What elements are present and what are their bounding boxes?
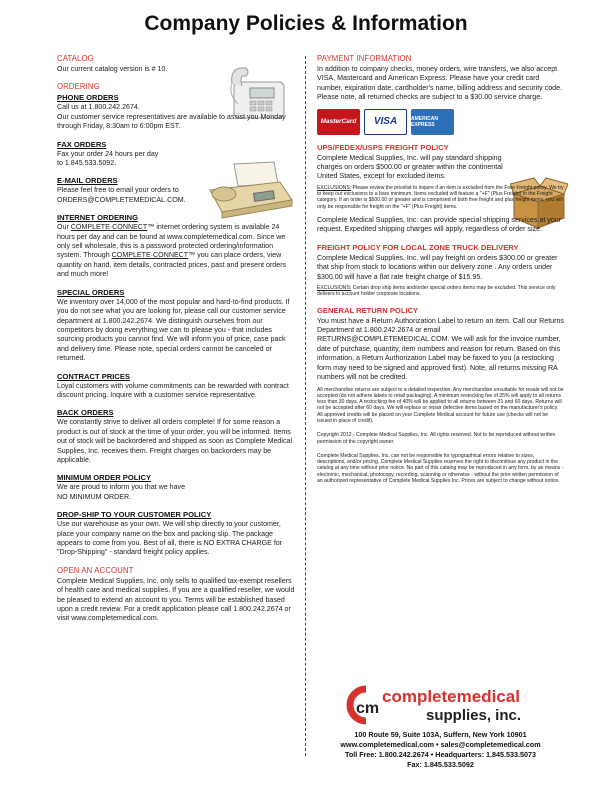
truck-heading: FREIGHT POLICY FOR LOCAL ZONE TRUCK DELIVERY: [317, 242, 519, 252]
phone-orders-text: Call us at 1.800.242.2674. Our customer service representatives are available to assist you Monday through Friday, 8:30am to 6:00pm EST.: [57, 103, 286, 131]
drop-ship-text: Use our warehouse as your own. We will ship directly to your customer, place your company name on the box and packing slip. The package appears to come from you. Best of all, there is NO EXTRA CHARGE for "Drop-Shipping" - standard freight policy applies.: [57, 520, 283, 557]
returns-heading: GENERAL RETURN POLICY: [317, 305, 419, 315]
phone-numbers: Toll Free: 1.800.242.2674 • Headquarters: 1.845.533.5073: [345, 750, 536, 759]
visa-logo: VISA: [364, 109, 407, 135]
right-column: [317, 54, 564, 484]
payment-heading: PAYMENT INFORMATION: [317, 54, 412, 63]
fax-orders-text: Fax your order 24 hours per day to 1.845.533.5092.: [57, 149, 159, 168]
disclaimer-text: Complete Medical Supplies, Inc. can not be responsible for typographical errors relative to sizes, descriptions, and/or pricing. Complete Medical Supplies reserves the right to discontinue any product in the catalog at any time without prior notice. No part of this catalog may be reproduced in any form, by an means - electronic, mechanical, photocopy, recording, scanning or otherwise - without the prior written permission of an authorized representative of Complete Medical Supplies Inc. Prices are subject to change without notice.: [317, 452, 564, 485]
company-logo: [338, 685, 548, 725]
amex-logo: AMERICAN EXPRESS: [411, 109, 454, 135]
ups-text: Complete Medical Supplies, Inc. will pay standard shipping charges on orders $500.00 or greater within the continental United States, except for excluded items.: [317, 153, 503, 181]
ups-exclusions: EXCLUSIONS: Please review the pricelist to inquire if an item is excluded from the Free Freight policy. We try to keep our exclusions to a bare minimum. Items excluded will feature a "+F" (Plus Freight) in the Freight category. If an order is $500.00 or greater and is comprised of both free freight and plus freight items, you will only be responsible for freight on the "+F" (Plus Freight) items.: [317, 184, 564, 210]
internet-ordering-heading: INTERNET ORDERING: [57, 213, 139, 223]
page-title: Company Policies & Information: [144, 12, 468, 35]
returns-text: You must have a Return Authorization Label to return an item. Call our Returns Department at 1.800.242.2674 or email RETURNS@COMPLETEMEDICAL.COM. We will ask for the invoice number, date of purchase, quantity, item numbers and reason for return. Based on this information, a Return Authorization Label may be faxed to you (a restocking form may need to be signed and approved first). Note, all returns missing RA numbers will not be credited.: [317, 316, 564, 382]
internet-ordering-text: Our COMPLETE·CONNECT™ internet ordering system is available 24 hours per day and can be found at www.completemedical.com. Since we only sell wholesale, this is a password protected ordering/information system. Through COMPLETE·CONNECT™ you can place orders, view quantity on hand, item details, contracted prices, past and present orders and much more!: [57, 223, 287, 279]
ordering-heading: ORDERING: [57, 82, 100, 92]
svg-text:cm: cm: [356, 700, 380, 717]
special-orders-text: We inventory over 14,000 of the most popular and hard-to-find products. If you do not see what you are looking for, please call our customer service department at 1.800.242.2674. We distinguish ourselves from our competitors by doing everything we can to please you - that includes sourcing products you cannot find. We will inform you of price, case pack and delivery time. Please note, special orders cannot be canceled or returned.: [57, 297, 290, 363]
payment-section: [317, 54, 564, 135]
returns-fine-print: All merchandise returns are subject to a detailed inspection. Any merchandise unsuitable for resale will not be accepted (do not adhere labels to retail packaging). A minimum restocking fee of 25% will apply to all returns less than 30 days. A restocking fee of 40% will be applied to all returns between 31 and 60 days. Returns will not be accepted after 60 days. We will replace or repair defective items based on the manufacturer's policy. All approved credits will be placed on your Complete Medical account for future use (checks will not be issued in place of credit).: [317, 386, 564, 424]
ups-expedited-text: Complete Medical Supplies, Inc. can provide special shipping services at your request. Expedited shipping charges will apply, regardless of order size.: [317, 216, 562, 234]
fax-number: Fax: 1.845.533.5092: [407, 760, 474, 769]
back-orders-heading: BACK ORDERS: [57, 408, 114, 418]
fax-orders-heading: FAX ORDERS: [57, 139, 107, 149]
email-orders-text: Please feel free to email your orders to ORDERS@COMPLETEMEDICAL.COM.: [57, 186, 186, 204]
column-divider: [305, 56, 306, 756]
web-email: www.completemedical.com • sales@completemedical.com: [340, 740, 541, 749]
complete-connect-link[interactable]: COMPLETE·CONNECT: [70, 223, 148, 232]
minimum-order-heading: MINIMUM ORDER POLICY: [57, 473, 152, 483]
accepted-cards: [317, 109, 564, 135]
logo-line-2: supplies, inc.: [426, 707, 522, 724]
ordering-section: [57, 82, 297, 279]
logo-line-1: completemedical: [382, 687, 520, 706]
truck-exclusions: EXCLUSIONS: Certain drop ship items and/order special orders items may be excluded. This service only delivers to account holder corporate locations.: [317, 285, 556, 298]
back-orders-text: We constantly strive to deliver all orders complete! If for some reason a product is out of stock at the time of your order, you will be informed. Items out of stock will be backordered and shipped as soon as Complete Medical Supplies, Inc. receives them. Freight charges on backorders may be applicable.: [57, 418, 293, 464]
left-column: [57, 54, 297, 632]
payment-text: In addition to company checks, money orders, wire transfers, we also accept VISA, Mastercard and American Express. Please have your credit card number, expiration date, cardholder's name, billing address and security code. Please note, all returned checks are subject to a $30.00 service charge.: [317, 65, 563, 102]
copyright-text: Copyright 2012 - Complete Medical Supplies, Inc. All rights reserved. Not to be reproduced without written permission of the copyright owner.: [317, 432, 556, 445]
minimum-order-text: We are proud to inform you that we have NO MINIMUM ORDER.: [57, 483, 186, 501]
contact-block: [317, 730, 564, 770]
ups-heading: UPS/FEDEX/USPS FREIGHT POLICY: [317, 142, 449, 152]
special-orders-heading: SPECIAL ORDERS: [57, 287, 125, 297]
catalog-heading: CATALOG: [57, 54, 94, 63]
catalog-section: [57, 54, 297, 74]
address: 100 Route 59, Suite 103A, Suffern, New York 10901: [354, 730, 527, 739]
drop-ship-heading: DROP-SHIP TO YOUR CUSTOMER POLICY: [57, 510, 212, 520]
catalog-text: Our current catalog version is # 10.: [57, 65, 168, 73]
truck-text: Complete Medical Supplies, Inc. will pay freight on orders $300.00 or greater that ship from stock to locations within our delivery zone . Any orders under $300.00 will have a flat rate freight charge of $15.95.: [317, 253, 558, 281]
contract-prices-heading: CONTRACT PRICES: [57, 371, 130, 381]
open-account-heading: OPEN AN ACCOUNT: [57, 565, 134, 575]
complete-connect-link-2[interactable]: COMPLETE·CONNECT: [111, 251, 189, 260]
truck-section: [317, 243, 564, 298]
phone-orders-heading: PHONE ORDERS: [57, 93, 119, 103]
open-account-text: Complete Medical Supplies, Inc. only sells to qualified tax-exempt resellers of health care and medical supplies. If you are a qualified reseller, we would be pleased to extend an account to you. Terms will be established based upon a credit review. For a credit application please call 1.800.242.2674 or visit www.completemedical.com.: [57, 576, 295, 623]
mastercard-logo: MasterCard: [317, 109, 360, 135]
ups-section: [317, 143, 505, 182]
email-orders-heading: E-MAIL ORDERS: [57, 176, 118, 186]
returns-section: [317, 306, 564, 425]
contract-prices-text: Loyal customers with volume commitments can be rewarded with contract discount pricing. Inquire with a customer service representative.: [57, 381, 289, 399]
